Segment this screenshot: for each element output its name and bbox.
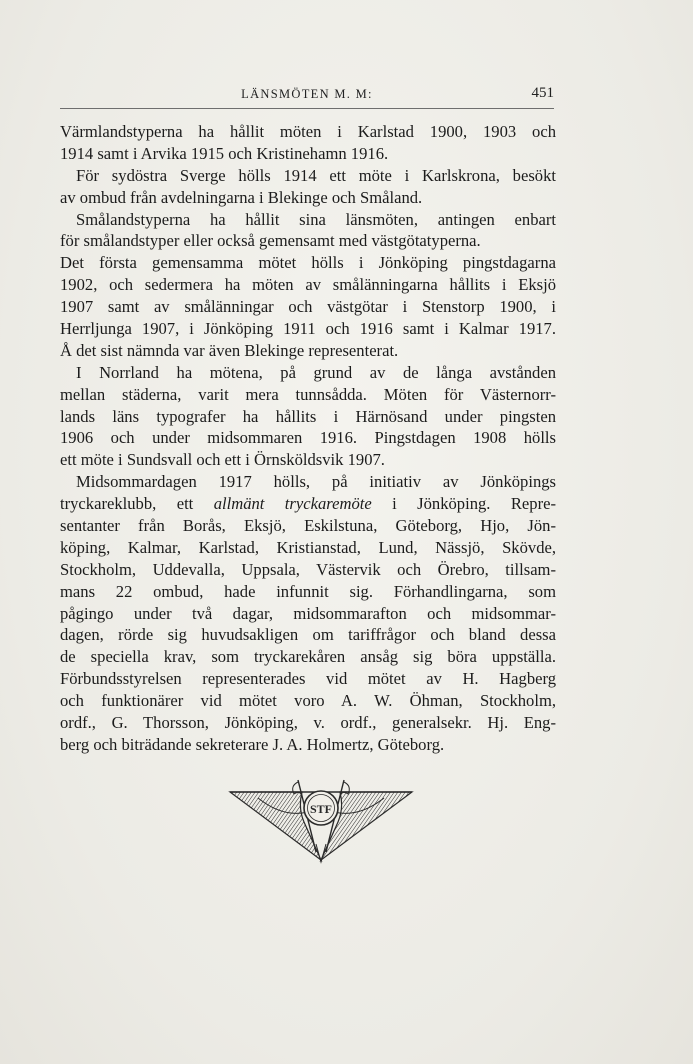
text-line: Smålandstyperna ha hållit sina länsmöten, antingen enbart (76, 209, 556, 229)
page-header (60, 84, 554, 110)
text-line: Midsommardagen 1917 hölls, på initiativ av Jönköpings (76, 472, 556, 492)
text-line: Å det sist nämnda var även Blekinge representerat. (60, 340, 399, 360)
text-line: sentanter från Borås, Eksjö, Eskilstuna, Göteborg, Hjo, Jön- (60, 516, 556, 536)
text-line: Värmlandstyperna ha hållit möten i Karlstad 1900, 1903 och (60, 122, 556, 141)
text-line: 1906 och under midsommaren 1916. Pingstdagen 1908 hölls (60, 428, 556, 448)
text-line: 1907 samt av smålänningar och västgötar i Stenstorp 1900, i (60, 297, 556, 317)
text-line: 1902, och sedermera ha möten av smålänningarna hållits i Eksjö (60, 275, 556, 295)
text-line: Förbundsstyrelsen representerades vid mötet av H. Hagberg (60, 669, 556, 689)
text-line: de speciella krav, som tryckarekåren ansåg sig böra uppställa. (60, 647, 556, 667)
page-number: 451 (531, 85, 554, 101)
text-line: mans 22 ombud, hade infunnit sig. Förhandlingarna, som (60, 581, 556, 601)
text-line: mellan städerna, varit mera tunnsådda. Möten för Västernorr- (60, 384, 556, 404)
header-rule (60, 108, 554, 109)
running-title: LÄNSMÖTEN M. M: (241, 87, 373, 101)
text-line: lands läns typografer ha hållits i Härnösand under pingsten (60, 406, 556, 426)
text-line: Det första gemensamma mötet hölls i Jönköping pingstdagarna (60, 253, 556, 273)
text-fragment: i Jönköping. Repre- (371, 494, 556, 514)
text-line: pågingo under två dagar, midsommarafton och midsommar- (60, 603, 556, 623)
text-line: och funktionärer vid mötet voro A. W. Öhman, Stockholm, (60, 691, 556, 711)
text-line: I Norrland ha mötena, på grund av de långa avstånden (76, 362, 556, 382)
text-line: berg och biträdande sekreterare J. A. Holmertz, Göteborg. (60, 734, 445, 754)
text-line: köping, Kalmar, Karlstad, Kristianstad, Lund, Nässjö, Skövde, (60, 537, 556, 557)
text-line-with-emphasis (60, 493, 556, 515)
text-line: Stockholm, Uddevalla, Uppsala, Västervik och Örebro, tillsam- (60, 559, 556, 579)
emphasized-phrase: allmänt tryckaremöte (213, 494, 372, 514)
text-line: av ombud från avdelningarna i Blekinge och Småland. (60, 187, 423, 207)
emblem-monogram: STF (309, 802, 333, 816)
text-fragment: tryckareklubb, ett (60, 494, 214, 514)
text-line: För sydöstra Sverge hölls 1914 ett möte i Karlskrona, besökt (76, 165, 556, 185)
text-line: Herrljunga 1907, i Jönköping 1911 och 1916 samt i Kalmar 1917. (60, 319, 556, 339)
body-text (60, 121, 556, 756)
text-line: ordf., G. Thorsson, Jönköping, v. ordf., generalsekr. Hj. Eng- (60, 713, 556, 733)
text-line: ett möte i Sundsvall och ett i Örnsköldsvik 1907. (60, 450, 385, 470)
text-line: för smålandstyper eller också gemensamt med västgötatyperna. (60, 231, 481, 251)
stf-emblem-ornament-icon (228, 778, 414, 864)
text-line: 1914 samt i Arvika 1915 och Kristinehamn 1916. (60, 143, 389, 163)
text-line: dagen, rörde sig huvudsakligen om tariffrågor och bland dessa (60, 625, 556, 645)
